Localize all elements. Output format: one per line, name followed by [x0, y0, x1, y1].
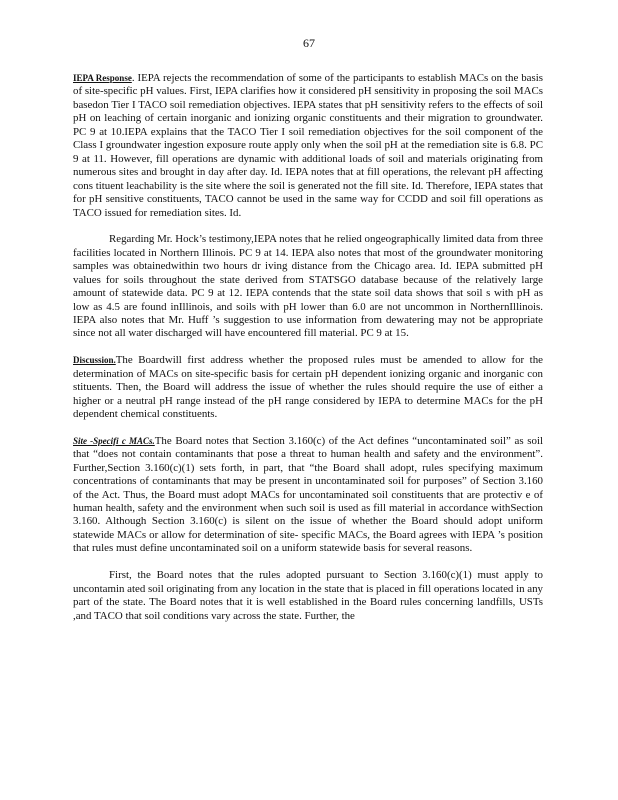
paragraph-text: The Boardwill first address whether the proposed rules must be amended to allow for the determination of MACs on site-specific basis for certain pH dependent ionizing organic and inorganic con stituents. Then, the Board will address the issue of whether the rules should require the use of either a higher or a neutral pH range instead of the pH range considered by IEPA to determine MACs for the pH dependent chemical constituents.	[73, 354, 543, 421]
paragraph-iepa-response	[73, 72, 543, 220]
paragraph-first-board-notes	[73, 569, 543, 623]
paragraph-heading: Site -Specifi c MACs.	[73, 435, 155, 446]
paragraph-text: First, the Board notes that the rules adopted pursuant to Section 3.160(c)(1) must apply to uncontamin ated soil originating from any location in the state that is placed in fill operations located in any part of the state. The Board notes that it is well established in the Board rules concerning landfills, USTs ,and TACO that soil conditions vary across the state. Further, the	[73, 569, 543, 622]
paragraph-discussion	[73, 354, 543, 421]
paragraph-site-specific-macs	[73, 435, 543, 556]
paragraph-text: . IEPA rejects the recommendation of some of the participants to establish MACs on the basis of site-specific pH values. First, IEPA clarifies how it considered pH sensitivity in proposing the soil MACs basedon Tier I TACO soil remediation objectives. IEPA states that pH sensitivity refers to the effects of soil pH on leaching of certain inorganic and ionizing organic constituents and their migration to groundwater. PC 9 at 10.IEPA explains that the TACO Tier I soil remediation objectives for the soil component of the Class I groundwater ingestion exposure route apply only when the soil pH at the remediation site is 6.8. PC 9 at 11. However, fill operations are dynamic with additional loads of soil and materials originating from numerous sites and brought in day after day. Id. IEPA notes that at fill operations, the relevant pH affecting cons tituent leachability is the site where the soil is generated not the fill site. Id. Therefore, IEPA states that for pH sensitive constituents, TACO cannot be used in the same way for CCDD and soil fill operations as TACO issued for remediation sites. Id.	[73, 72, 543, 219]
paragraph-text: Regarding Mr. Hock’s testimony,IEPA notes that he relied ongeographically limited data from three facilities located in Northern Illinois. PC 9 at 14. IEPA also notes that most of the groundwater monitoring samples was obtainedwithin two hours dr iving distance from the Chicago area. Id. IEPA submitted pH values for soils throughout the state derived from STATSGO database because of the relatively large amount of statewide data. PC 9 at 12. IEPA contends that the state soil data shows that soil s with pH as low as 4.5 are found inIllinois, and soils with pH lower than 6.0 are not uncommon in NorthernIllinois. IEPA also notes that Mr. Huff ’s suggestion to use information from dewatering may not be appropriate since not all water discharged will have encountered fill material. PC 9 at 15.	[73, 233, 543, 340]
paragraph-heading: IEPA Response	[73, 73, 132, 83]
paragraph-heading: Discussion.	[73, 355, 116, 366]
paragraph-hock-testimony	[73, 233, 543, 341]
paragraph-text: The Board notes that Section 3.160(c) of the Act defines “uncontaminated soil” as soil that “does not contain contaminants that pose a threat to human health and safety and the environment”. Further,Section 3.160(c)(1) sets forth, in part, that “the Board shall adopt, rules specifying maximum concentrations of contaminants that may be present in uncontaminated soil for purposes” of Section 3.160 of the Act. Thus, the Board must adopt MACs for uncontaminated soil constituents that are protectiv e of human health, safety and the environment when such soil is used as fill material in accordance withSection 3.160. Although Section 3.160(c) is silent on the issue of whether the Board should adopt uniform statewide MACs or allow for determination of site- specific MACs, the Board agrees with IEPA ’s position that rules must define uncontaminated soil on a uniform statewide basis for several reasons.	[73, 434, 543, 555]
document-body	[73, 72, 543, 636]
page-number: 67	[303, 36, 315, 50]
